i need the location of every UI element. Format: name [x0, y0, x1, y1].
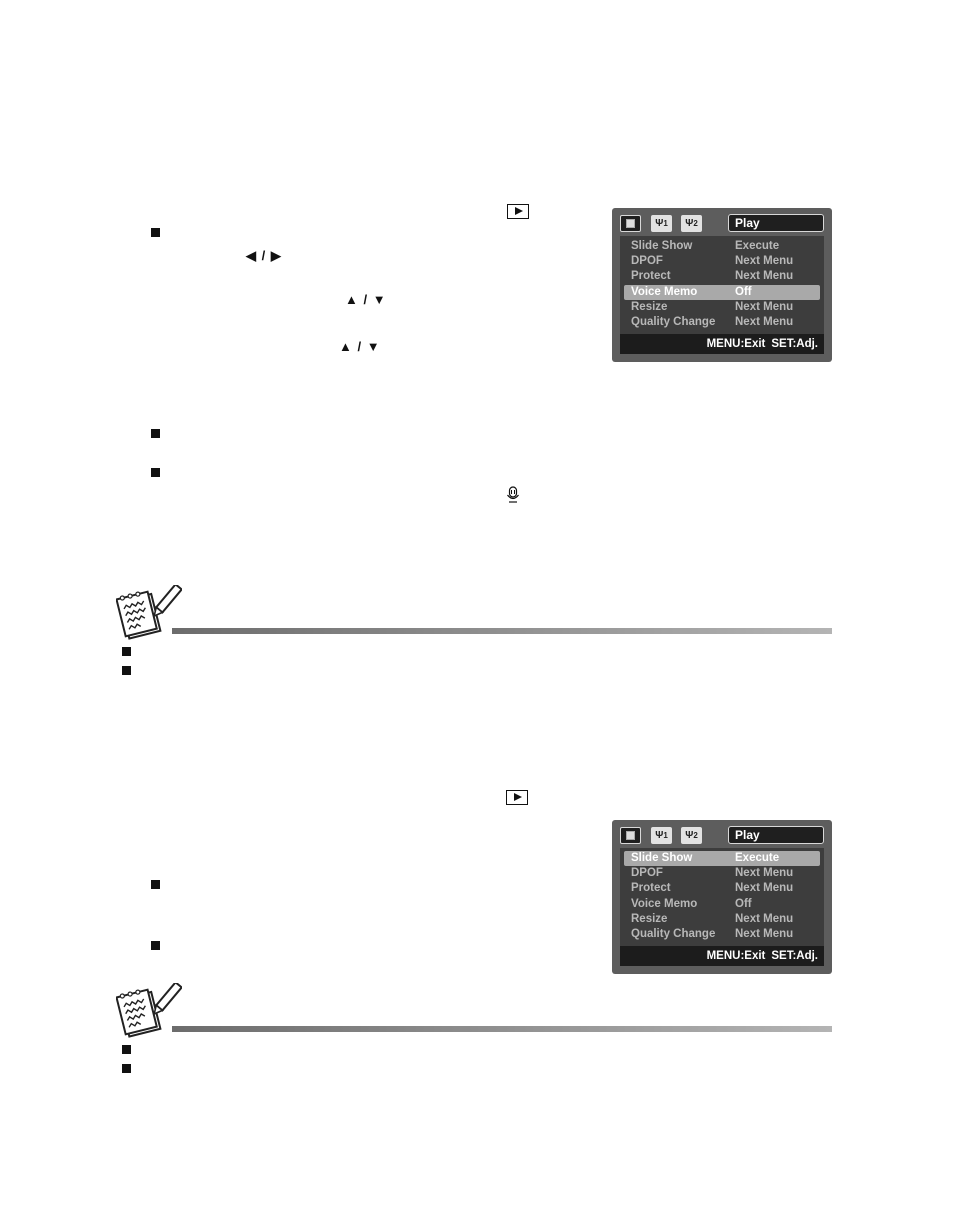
left-right-arrows: ◀ / ▶ [246, 248, 282, 263]
bullet-square [151, 429, 160, 438]
voice-memo-icon [506, 486, 520, 504]
menu-item[interactable]: Resize Next Menu [631, 301, 794, 313]
play-button-icon [507, 204, 529, 219]
bullet-square [151, 880, 160, 889]
note-divider [172, 1026, 832, 1032]
menu-item[interactable]: Voice Memo Off [631, 898, 752, 910]
note-divider [172, 628, 832, 634]
menu-item[interactable]: Quality Change Next Menu [631, 316, 794, 328]
menu-list [620, 848, 824, 946]
setup1-tab-icon: Ψ1 [651, 827, 672, 844]
menu-item[interactable]: Protect Next Menu [631, 270, 794, 282]
up-down-arrows: ▲ / ▼ [339, 339, 381, 354]
bullet-square [151, 228, 160, 237]
bullet-square [122, 1045, 131, 1054]
menu-item[interactable]: Resize Next Menu [631, 913, 794, 925]
menu-item[interactable]: Slide Show Execute [631, 240, 780, 252]
camera-menu-play [612, 208, 832, 362]
menu-footer: MENU:Exit SET:Adj. [620, 946, 824, 966]
menu-item-selected[interactable]: Voice Memo Off [624, 285, 820, 300]
play-tab-icon [620, 827, 641, 844]
menu-item-selected[interactable]: Slide Show Execute [624, 851, 820, 866]
play-tab-icon [620, 215, 641, 232]
up-down-arrows: ▲ / ▼ [345, 292, 387, 307]
setup2-tab-icon: Ψ2 [681, 215, 702, 232]
menu-title: Play [728, 214, 824, 232]
menu-list [620, 236, 824, 334]
setup2-tab-icon: Ψ2 [681, 827, 702, 844]
bullet-square [122, 647, 131, 656]
camera-menu-play [612, 820, 832, 974]
menu-item[interactable]: Quality Change Next Menu [631, 928, 794, 940]
bullet-square [151, 468, 160, 477]
menu-item[interactable]: Protect Next Menu [631, 882, 794, 894]
menu-footer: MENU:Exit SET:Adj. [620, 334, 824, 354]
setup1-tab-icon: Ψ1 [651, 215, 672, 232]
menu-item[interactable]: DPOF Next Menu [631, 255, 794, 267]
play-button-icon [506, 790, 528, 805]
menu-title: Play [728, 826, 824, 844]
menu-item[interactable]: DPOF Next Menu [631, 867, 794, 879]
bullet-square [122, 666, 131, 675]
bullet-square [151, 941, 160, 950]
bullet-square [122, 1064, 131, 1073]
